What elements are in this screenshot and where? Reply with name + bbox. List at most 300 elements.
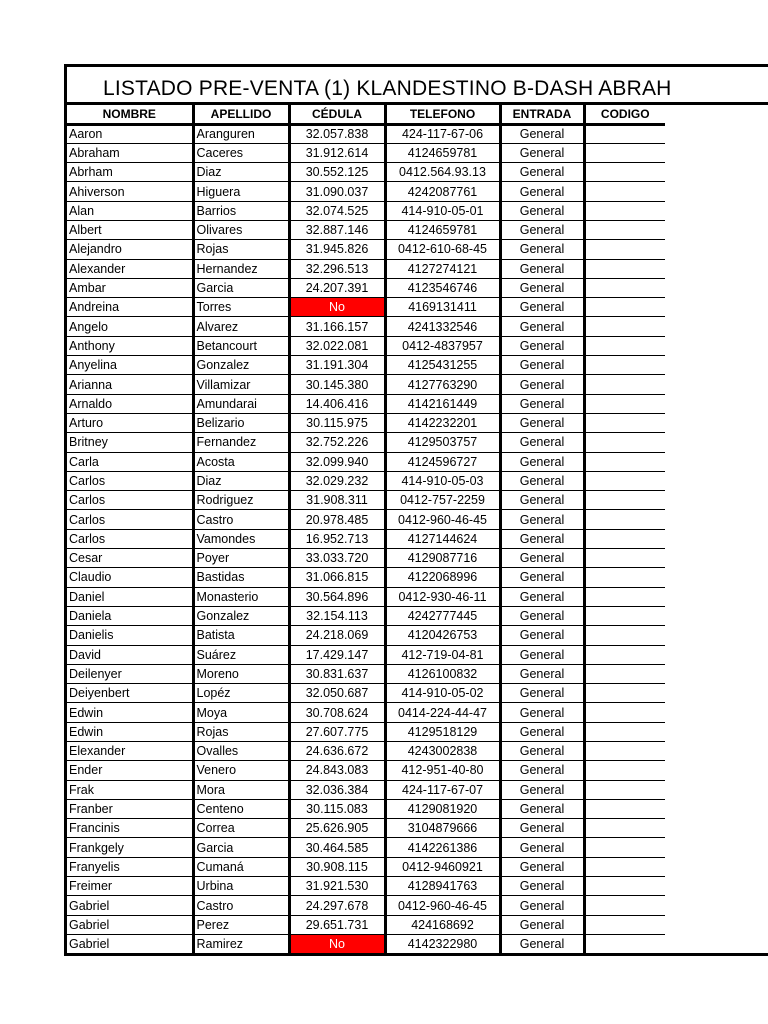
cell-apellido[interactable]: Poyer xyxy=(193,549,289,568)
cell-codigo[interactable] xyxy=(584,703,665,722)
cell-entrada[interactable]: General xyxy=(500,298,584,317)
cell-nombre[interactable]: Britney xyxy=(67,433,193,452)
table-row xyxy=(67,452,665,471)
cell-entrada[interactable]: General xyxy=(500,857,584,876)
cell-cedula[interactable]: 32.887.146 xyxy=(289,220,385,239)
cell-entrada[interactable]: General xyxy=(500,510,584,529)
header-codigo: CODIGO xyxy=(584,105,665,124)
cell-nombre[interactable]: Andreina xyxy=(67,298,193,317)
cell-apellido[interactable]: Betancourt xyxy=(193,336,289,355)
header-entrada: ENTRADA xyxy=(500,105,584,124)
cell-cedula[interactable]: 31.945.826 xyxy=(289,240,385,259)
header-row xyxy=(67,105,665,124)
cell-cedula[interactable]: 30.464.585 xyxy=(289,838,385,857)
cell-telefono[interactable]: 0412-960-46-45 xyxy=(385,510,500,529)
cell-codigo[interactable] xyxy=(584,626,665,645)
cell-cedula[interactable]: 25.626.905 xyxy=(289,819,385,838)
cell-apellido[interactable]: Venero xyxy=(193,761,289,780)
header-cedula: CÉDULA xyxy=(289,105,385,124)
cell-codigo[interactable] xyxy=(584,896,665,915)
cell-telefono[interactable]: 4124659781 xyxy=(385,143,500,162)
cell-telefono[interactable]: 412-951-40-80 xyxy=(385,761,500,780)
cell-nombre[interactable]: Deilenyer xyxy=(67,664,193,683)
cell-nombre[interactable]: Ahiverson xyxy=(67,182,193,201)
cell-cedula[interactable]: 32.057.838 xyxy=(289,124,385,143)
cell-entrada[interactable]: General xyxy=(500,356,584,375)
cell-cedula[interactable]: 32.036.384 xyxy=(289,780,385,799)
table-body xyxy=(67,124,665,954)
cell-apellido[interactable]: Diaz xyxy=(193,163,289,182)
table-row xyxy=(67,799,665,818)
cell-entrada[interactable]: General xyxy=(500,452,584,471)
cell-cedula[interactable]: 29.651.731 xyxy=(289,915,385,934)
table-row xyxy=(67,703,665,722)
cell-codigo[interactable] xyxy=(584,799,665,818)
cell-telefono[interactable]: 414-910-05-01 xyxy=(385,201,500,220)
cell-entrada[interactable]: General xyxy=(500,240,584,259)
table-row xyxy=(67,201,665,220)
table-row xyxy=(67,433,665,452)
cell-codigo[interactable] xyxy=(584,182,665,201)
cell-apellido[interactable]: Torres xyxy=(193,298,289,317)
cell-apellido[interactable]: Lopéz xyxy=(193,684,289,703)
cell-apellido[interactable]: Fernandez xyxy=(193,433,289,452)
table-row xyxy=(67,298,665,317)
cell-entrada[interactable]: General xyxy=(500,606,584,625)
cell-telefono[interactable]: 4127144624 xyxy=(385,529,500,548)
cell-nombre[interactable]: Daniel xyxy=(67,587,193,606)
cell-apellido[interactable]: Vamondes xyxy=(193,529,289,548)
cell-nombre[interactable]: Ambar xyxy=(67,278,193,297)
cell-entrada[interactable]: General xyxy=(500,877,584,896)
table-row xyxy=(67,606,665,625)
cell-entrada[interactable]: General xyxy=(500,703,584,722)
cell-nombre[interactable]: Danielis xyxy=(67,626,193,645)
table-row xyxy=(67,915,665,934)
cell-codigo[interactable] xyxy=(584,915,665,934)
cell-nombre[interactable]: Carlos xyxy=(67,471,193,490)
table-row xyxy=(67,877,665,896)
cell-codigo[interactable] xyxy=(584,857,665,876)
cell-apellido[interactable]: Garcia xyxy=(193,838,289,857)
cell-apellido[interactable]: Rojas xyxy=(193,722,289,741)
cell-cedula[interactable]: 32.022.081 xyxy=(289,336,385,355)
cell-nombre[interactable]: Carlos xyxy=(67,510,193,529)
cell-codigo[interactable] xyxy=(584,163,665,182)
table-row xyxy=(67,143,665,162)
cell-codigo[interactable] xyxy=(584,124,665,143)
cell-apellido[interactable]: Castro xyxy=(193,510,289,529)
cell-cedula[interactable]: 30.145.380 xyxy=(289,375,385,394)
cell-cedula[interactable]: 32.074.525 xyxy=(289,201,385,220)
cell-codigo[interactable] xyxy=(584,471,665,490)
cell-telefono[interactable]: 412-719-04-81 xyxy=(385,645,500,664)
cell-codigo[interactable] xyxy=(584,780,665,799)
cell-apellido[interactable]: Gonzalez xyxy=(193,356,289,375)
cell-nombre[interactable]: Anthony xyxy=(67,336,193,355)
cell-nombre[interactable]: Gabriel xyxy=(67,934,193,953)
cell-codigo[interactable] xyxy=(584,510,665,529)
cell-cedula[interactable]: 31.912.614 xyxy=(289,143,385,162)
cell-entrada[interactable]: General xyxy=(500,201,584,220)
cell-telefono[interactable]: 4241332546 xyxy=(385,317,500,336)
cell-codigo[interactable] xyxy=(584,413,665,432)
cell-entrada[interactable]: General xyxy=(500,780,584,799)
cell-telefono[interactable]: 0414-224-44-47 xyxy=(385,703,500,722)
cell-cedula[interactable]: 30.115.975 xyxy=(289,413,385,432)
cell-telefono[interactable]: 4242777445 xyxy=(385,606,500,625)
cell-apellido[interactable]: Correa xyxy=(193,819,289,838)
cell-telefono[interactable]: 0412-960-46-45 xyxy=(385,896,500,915)
cell-entrada[interactable]: General xyxy=(500,317,584,336)
table-row xyxy=(67,336,665,355)
cell-cedula[interactable]: 20.978.485 xyxy=(289,510,385,529)
cell-cedula[interactable]: 31.908.311 xyxy=(289,491,385,510)
cell-nombre[interactable]: Francinis xyxy=(67,819,193,838)
cell-entrada[interactable]: General xyxy=(500,163,584,182)
cell-nombre[interactable]: Carla xyxy=(67,452,193,471)
cell-apellido[interactable]: Diaz xyxy=(193,471,289,490)
cell-telefono[interactable]: 4124659781 xyxy=(385,220,500,239)
cell-entrada[interactable]: General xyxy=(500,626,584,645)
cell-nombre[interactable]: Alan xyxy=(67,201,193,220)
cell-nombre[interactable]: Elexander xyxy=(67,742,193,761)
cell-nombre[interactable]: Edwin xyxy=(67,722,193,741)
cell-nombre[interactable]: Ender xyxy=(67,761,193,780)
cell-nombre[interactable]: Alejandro xyxy=(67,240,193,259)
cell-codigo[interactable] xyxy=(584,587,665,606)
cell-entrada[interactable]: General xyxy=(500,684,584,703)
cell-nombre[interactable]: Edwin xyxy=(67,703,193,722)
cell-nombre[interactable]: Cesar xyxy=(67,549,193,568)
cell-cedula[interactable]: 31.166.157 xyxy=(289,317,385,336)
cell-cedula[interactable]: 31.191.304 xyxy=(289,356,385,375)
cell-entrada[interactable]: General xyxy=(500,896,584,915)
cell-nombre[interactable]: Alexander xyxy=(67,259,193,278)
cell-entrada[interactable]: General xyxy=(500,259,584,278)
header-nombre: NOMBRE xyxy=(67,105,193,124)
cell-apellido[interactable]: Garcia xyxy=(193,278,289,297)
cell-codigo[interactable] xyxy=(584,606,665,625)
cell-nombre[interactable]: Gabriel xyxy=(67,915,193,934)
cell-cedula[interactable]: 33.033.720 xyxy=(289,549,385,568)
cell-apellido[interactable]: Olivares xyxy=(193,220,289,239)
cell-apellido[interactable]: Villamizar xyxy=(193,375,289,394)
cell-cedula[interactable]: 32.752.226 xyxy=(289,433,385,452)
cell-entrada[interactable]: General xyxy=(500,799,584,818)
table-row xyxy=(67,568,665,587)
cell-telefono[interactable]: 4243002838 xyxy=(385,742,500,761)
table-row xyxy=(67,529,665,548)
cell-telefono[interactable]: 4123546746 xyxy=(385,278,500,297)
table-row xyxy=(67,394,665,413)
cell-entrada[interactable]: General xyxy=(500,471,584,490)
cell-telefono[interactable]: 4129081920 xyxy=(385,799,500,818)
table-row xyxy=(67,163,665,182)
cell-apellido[interactable]: Aranguren xyxy=(193,124,289,143)
cell-nombre[interactable]: Franyelis xyxy=(67,857,193,876)
cell-apellido[interactable]: Suárez xyxy=(193,645,289,664)
cell-codigo[interactable] xyxy=(584,240,665,259)
cell-nombre[interactable]: Claudio xyxy=(67,568,193,587)
table-row xyxy=(67,259,665,278)
cell-cedula[interactable]: 30.552.125 xyxy=(289,163,385,182)
cell-codigo[interactable] xyxy=(584,549,665,568)
cell-entrada[interactable]: General xyxy=(500,587,584,606)
cell-telefono[interactable]: 0412-9460921 xyxy=(385,857,500,876)
cell-apellido[interactable]: Ovalles xyxy=(193,742,289,761)
cell-nombre[interactable]: Carlos xyxy=(67,529,193,548)
cell-cedula[interactable]: 32.296.513 xyxy=(289,259,385,278)
cell-apellido[interactable]: Perez xyxy=(193,915,289,934)
cell-cedula[interactable]: 17.429.147 xyxy=(289,645,385,664)
cell-telefono[interactable]: 4142232201 xyxy=(385,413,500,432)
cell-entrada[interactable]: General xyxy=(500,722,584,741)
cell-telefono[interactable]: 4142322980 xyxy=(385,934,500,953)
cell-telefono[interactable]: 0412-610-68-45 xyxy=(385,240,500,259)
cell-apellido[interactable]: Monasterio xyxy=(193,587,289,606)
cell-entrada[interactable]: General xyxy=(500,182,584,201)
cell-telefono[interactable]: 4120426753 xyxy=(385,626,500,645)
table-row xyxy=(67,838,665,857)
cell-apellido[interactable]: Moya xyxy=(193,703,289,722)
cell-telefono[interactable]: 4129503757 xyxy=(385,433,500,452)
cell-cedula[interactable]: 24.843.083 xyxy=(289,761,385,780)
cell-apellido[interactable]: Cumaná xyxy=(193,857,289,876)
cell-cedula[interactable]: 27.607.775 xyxy=(289,722,385,741)
table-row xyxy=(67,491,665,510)
cell-cedula[interactable]: 24.218.069 xyxy=(289,626,385,645)
cell-telefono[interactable]: 4242087761 xyxy=(385,182,500,201)
cell-codigo[interactable] xyxy=(584,317,665,336)
cell-nombre[interactable]: Gabriel xyxy=(67,896,193,915)
cell-telefono[interactable]: 0412-757-2259 xyxy=(385,491,500,510)
cell-apellido[interactable]: Caceres xyxy=(193,143,289,162)
cell-codigo[interactable] xyxy=(584,201,665,220)
cell-cedula[interactable]: 24.636.672 xyxy=(289,742,385,761)
cell-apellido[interactable]: Bastidas xyxy=(193,568,289,587)
table-row xyxy=(67,684,665,703)
cell-entrada[interactable]: General xyxy=(500,433,584,452)
cell-codigo[interactable] xyxy=(584,394,665,413)
cell-apellido[interactable]: Alvarez xyxy=(193,317,289,336)
table-row xyxy=(67,896,665,915)
cell-telefono[interactable]: 4125431255 xyxy=(385,356,500,375)
cell-telefono[interactable]: 4142161449 xyxy=(385,394,500,413)
cell-cedula[interactable]: 31.066.815 xyxy=(289,568,385,587)
cell-cedula[interactable]: 30.831.637 xyxy=(289,664,385,683)
cell-entrada[interactable]: General xyxy=(500,124,584,143)
cell-codigo[interactable] xyxy=(584,452,665,471)
cell-nombre[interactable]: Arturo xyxy=(67,413,193,432)
cell-codigo[interactable] xyxy=(584,819,665,838)
cell-nombre[interactable]: Angelo xyxy=(67,317,193,336)
cell-cedula[interactable]: 32.050.687 xyxy=(289,684,385,703)
cell-telefono[interactable]: 4127274121 xyxy=(385,259,500,278)
cell-telefono[interactable]: 424168692 xyxy=(385,915,500,934)
cell-entrada[interactable]: General xyxy=(500,838,584,857)
cell-cedula[interactable]: 24.207.391 xyxy=(289,278,385,297)
table-row xyxy=(67,645,665,664)
cell-cedula[interactable]: No xyxy=(289,298,385,317)
cell-entrada[interactable]: General xyxy=(500,143,584,162)
table-row xyxy=(67,124,665,143)
cell-nombre[interactable]: Abrham xyxy=(67,163,193,182)
cell-telefono[interactable]: 4129518129 xyxy=(385,722,500,741)
cell-codigo[interactable] xyxy=(584,761,665,780)
cell-codigo[interactable] xyxy=(584,375,665,394)
cell-entrada[interactable]: General xyxy=(500,529,584,548)
cell-nombre[interactable]: Aaron xyxy=(67,124,193,143)
cell-cedula[interactable]: 31.090.037 xyxy=(289,182,385,201)
table-row xyxy=(67,742,665,761)
cell-telefono[interactable]: 424-117-67-07 xyxy=(385,780,500,799)
cell-codigo[interactable] xyxy=(584,356,665,375)
cell-entrada[interactable]: General xyxy=(500,549,584,568)
cell-entrada[interactable]: General xyxy=(500,394,584,413)
cell-telefono[interactable]: 4142261386 xyxy=(385,838,500,857)
cell-cedula[interactable]: 32.154.113 xyxy=(289,606,385,625)
cell-entrada[interactable]: General xyxy=(500,915,584,934)
cell-apellido[interactable]: Amundarai xyxy=(193,394,289,413)
cell-nombre[interactable]: Carlos xyxy=(67,491,193,510)
cell-codigo[interactable] xyxy=(584,877,665,896)
cell-codigo[interactable] xyxy=(584,220,665,239)
cell-telefono[interactable]: 4128941763 xyxy=(385,877,500,896)
table-row xyxy=(67,934,665,953)
cell-entrada[interactable]: General xyxy=(500,819,584,838)
cell-entrada[interactable]: General xyxy=(500,934,584,953)
cell-nombre[interactable]: Arnaldo xyxy=(67,394,193,413)
cell-entrada[interactable]: General xyxy=(500,664,584,683)
cell-telefono[interactable]: 0412.564.93.13 xyxy=(385,163,500,182)
cell-entrada[interactable]: General xyxy=(500,645,584,664)
cell-codigo[interactable] xyxy=(584,568,665,587)
cell-telefono[interactable]: 414-910-05-02 xyxy=(385,684,500,703)
cell-entrada[interactable]: General xyxy=(500,336,584,355)
cell-cedula[interactable]: 30.564.896 xyxy=(289,587,385,606)
table-row xyxy=(67,510,665,529)
cell-telefono[interactable]: 3104879666 xyxy=(385,819,500,838)
cell-apellido[interactable]: Ramirez xyxy=(193,934,289,953)
cell-telefono[interactable]: 414-910-05-03 xyxy=(385,471,500,490)
cell-cedula[interactable]: 30.908.115 xyxy=(289,857,385,876)
cell-apellido[interactable]: Barrios xyxy=(193,201,289,220)
cell-codigo[interactable] xyxy=(584,278,665,297)
cell-cedula[interactable]: 30.115.083 xyxy=(289,799,385,818)
cell-cedula[interactable]: 16.952.713 xyxy=(289,529,385,548)
cell-cedula[interactable]: 32.099.940 xyxy=(289,452,385,471)
cell-apellido[interactable]: Castro xyxy=(193,896,289,915)
cell-entrada[interactable]: General xyxy=(500,761,584,780)
cell-nombre[interactable]: Abraham xyxy=(67,143,193,162)
cell-codigo[interactable] xyxy=(584,433,665,452)
table-row xyxy=(67,722,665,741)
cell-apellido[interactable]: Batista xyxy=(193,626,289,645)
cell-cedula[interactable]: 30.708.624 xyxy=(289,703,385,722)
cell-apellido[interactable]: Acosta xyxy=(193,452,289,471)
cell-entrada[interactable]: General xyxy=(500,375,584,394)
cell-cedula[interactable]: 14.406.416 xyxy=(289,394,385,413)
cell-codigo[interactable] xyxy=(584,491,665,510)
cell-codigo[interactable] xyxy=(584,529,665,548)
cell-apellido[interactable]: Hernandez xyxy=(193,259,289,278)
table-row xyxy=(67,240,665,259)
cell-cedula[interactable]: No xyxy=(289,934,385,953)
cell-codigo[interactable] xyxy=(584,645,665,664)
cell-nombre[interactable]: Franber xyxy=(67,799,193,818)
cell-apellido[interactable]: Gonzalez xyxy=(193,606,289,625)
cell-nombre[interactable]: Deiyenbert xyxy=(67,684,193,703)
cell-apellido[interactable]: Rojas xyxy=(193,240,289,259)
cell-telefono[interactable]: 424-117-67-06 xyxy=(385,124,500,143)
cell-codigo[interactable] xyxy=(584,259,665,278)
sheet-title: LISTADO PRE-VENTA (1) KLANDESTINO B-DASH ABRAH xyxy=(67,67,768,105)
table-row xyxy=(67,587,665,606)
cell-cedula[interactable]: 31.921.530 xyxy=(289,877,385,896)
cell-telefono[interactable]: 4129087716 xyxy=(385,549,500,568)
table-row xyxy=(67,375,665,394)
cell-cedula[interactable]: 32.029.232 xyxy=(289,471,385,490)
cell-telefono[interactable]: 0412-930-46-11 xyxy=(385,587,500,606)
cell-nombre[interactable]: Albert xyxy=(67,220,193,239)
cell-codigo[interactable] xyxy=(584,684,665,703)
cell-codigo[interactable] xyxy=(584,298,665,317)
cell-entrada[interactable]: General xyxy=(500,413,584,432)
cell-entrada[interactable]: General xyxy=(500,278,584,297)
cell-codigo[interactable] xyxy=(584,934,665,953)
table-row xyxy=(67,549,665,568)
cell-codigo[interactable] xyxy=(584,143,665,162)
cell-entrada[interactable]: General xyxy=(500,220,584,239)
cell-telefono[interactable]: 4124596727 xyxy=(385,452,500,471)
cell-nombre[interactable]: Arianna xyxy=(67,375,193,394)
cell-nombre[interactable]: Freimer xyxy=(67,877,193,896)
cell-apellido[interactable]: Rodriguez xyxy=(193,491,289,510)
cell-apellido[interactable]: Mora xyxy=(193,780,289,799)
table-row xyxy=(67,471,665,490)
cell-nombre[interactable]: Anyelina xyxy=(67,356,193,375)
cell-nombre[interactable]: Frankgely xyxy=(67,838,193,857)
cell-entrada[interactable]: General xyxy=(500,742,584,761)
cell-nombre[interactable]: David xyxy=(67,645,193,664)
table-row xyxy=(67,413,665,432)
cell-entrada[interactable]: General xyxy=(500,568,584,587)
guest-table xyxy=(67,105,665,954)
header-telefono: TELEFONO xyxy=(385,105,500,124)
cell-codigo[interactable] xyxy=(584,742,665,761)
cell-nombre[interactable]: Frak xyxy=(67,780,193,799)
cell-apellido[interactable]: Centeno xyxy=(193,799,289,818)
cell-telefono[interactable]: 0412-4837957 xyxy=(385,336,500,355)
cell-codigo[interactable] xyxy=(584,722,665,741)
cell-apellido[interactable]: Belizario xyxy=(193,413,289,432)
cell-apellido[interactable]: Moreno xyxy=(193,664,289,683)
cell-telefono[interactable]: 4122068996 xyxy=(385,568,500,587)
cell-apellido[interactable]: Higuera xyxy=(193,182,289,201)
cell-telefono[interactable]: 4127763290 xyxy=(385,375,500,394)
cell-telefono[interactable]: 4126100832 xyxy=(385,664,500,683)
cell-codigo[interactable] xyxy=(584,664,665,683)
spreadsheet xyxy=(64,64,768,956)
cell-telefono[interactable]: 4169131411 xyxy=(385,298,500,317)
cell-apellido[interactable]: Urbina xyxy=(193,877,289,896)
cell-nombre[interactable]: Daniela xyxy=(67,606,193,625)
cell-cedula[interactable]: 24.297.678 xyxy=(289,896,385,915)
cell-entrada[interactable]: General xyxy=(500,491,584,510)
cell-codigo[interactable] xyxy=(584,838,665,857)
cell-codigo[interactable] xyxy=(584,336,665,355)
